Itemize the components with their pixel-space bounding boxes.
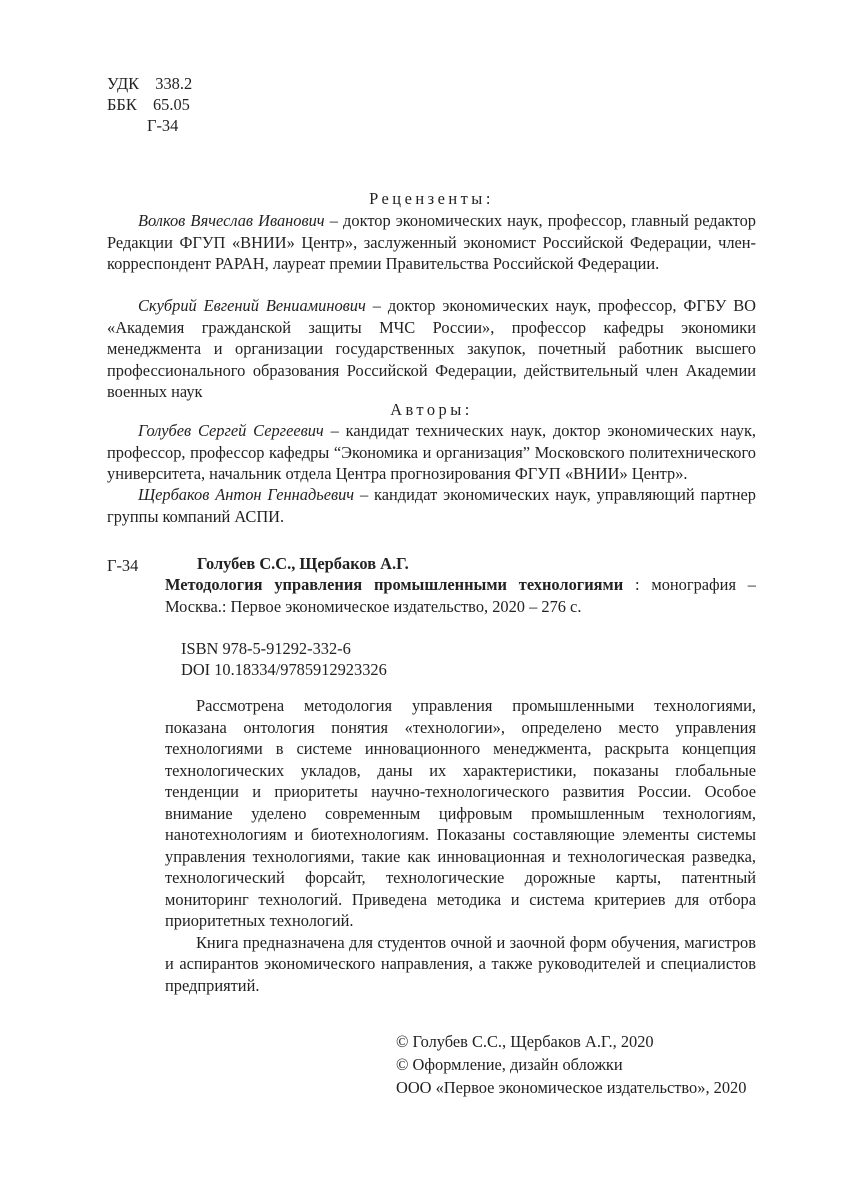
reviewer-2-name: Скубрий Евгений Вениаминович [138,296,366,315]
author-2 [107,484,756,527]
author-2-text: – кандидат экономических наук, управляющий партнер группы компаний АСПИ. [107,485,756,526]
bbk-label: ББК [107,95,137,114]
udk-line [107,73,192,95]
annotation-paragraph-2: Книга предназначена для студентов очной и заочной форм обучения, магистров и аспирантов экономического направления, а также руководителей и специалистов предприятий. [165,932,756,995]
copyright-line-3: ООО «Первое экономическое издательство», 2020 [396,1078,747,1097]
reviewer-1-text: – доктор экономических наук, профессор, главный редактор Редакции ФГУП «ВНИИ» Центр», заслуженный экономист Российской Федерации, член-корреспондент РАРАН, лауреат премии Правительства Российской Федерации. [107,211,756,273]
author-1-text: – кандидат технических наук, доктор экономических наук, профессор, профессор кафедры “Экономика и организация” Московского политехнического университета, начальник отдела Центра прогнозирования ФГУП «ВНИИ» Центр». [107,421,757,483]
copyright-line-2: © Оформление, дизайн обложки [396,1055,623,1074]
catalog-title-rest: : монография – Москва.: Первое экономическое издательство, 2020 – 276 с. [165,575,756,616]
reviewers-heading: Рецензенты: [369,189,494,208]
reviewer-1-name: Волков Вячеслав Иванович [138,211,325,230]
catalog-mark: Г-34 [107,556,139,575]
author-2-name: Щербаков Антон Геннадьевич [138,485,355,504]
author-1-name: Голубев Сергей Сергеевич [138,421,324,440]
author-mark: Г-34 [147,116,179,135]
copyright-block [396,1030,776,1099]
catalog-title: Методология управления промышленными технологиями [165,575,624,594]
udk-value: 338.2 [155,74,193,93]
bbk-value: 65.05 [152,95,190,114]
authors-heading: Авторы: [390,400,473,419]
udk-label: УДК [107,74,140,93]
copyright-line-1: © Голубев С.С., Щербаков А.Г., 2020 [396,1032,654,1051]
reviewer-2 [107,295,756,403]
bbk-line [107,94,190,116]
isbn: ISBN 978-5-91292-332-6 [181,639,351,658]
catalog-authors: Голубев С.С., Щербаков А.Г. [197,554,409,573]
reviewer-2-text: – доктор экономических наук, профессор, ФГБУ ВО «Академия гражданской защиты МЧС России», профессор кафедры экономики менеджмента и организации государственных закупок, почетный работник высшего профессионального образования Российской Федерации, действительный член Академии военных наук [107,296,756,401]
author-1 [107,420,756,485]
reviewer-1 [107,210,756,275]
annotation-paragraph-1: Рассмотрена методология управления промышленными технологиями, показана онтология понятия «технологии», определено место управления технологиями в системе инновационного менеджмента, раскрыта концепция технологических укладов, даны их характеристики, показаны глобальные тенденции и приоритеты научно-технологического развития России. Особое внимание уделено современным цифровым промышленным технологиям, нанотехнологиям и биотехнологиям. Показаны составляющие элементы системы управления технологиями, такие как инновационная и технологическая разведка, технологический форсайт, технологические дорожные карты, патентный мониторинг технологий. Приведена методика и система критериев для отбора приоритетных технологий. [165,696,756,930]
doi: DOI 10.18334/9785912923326 [181,660,387,679]
catalog-title-block [165,574,756,617]
annotation [165,695,756,996]
